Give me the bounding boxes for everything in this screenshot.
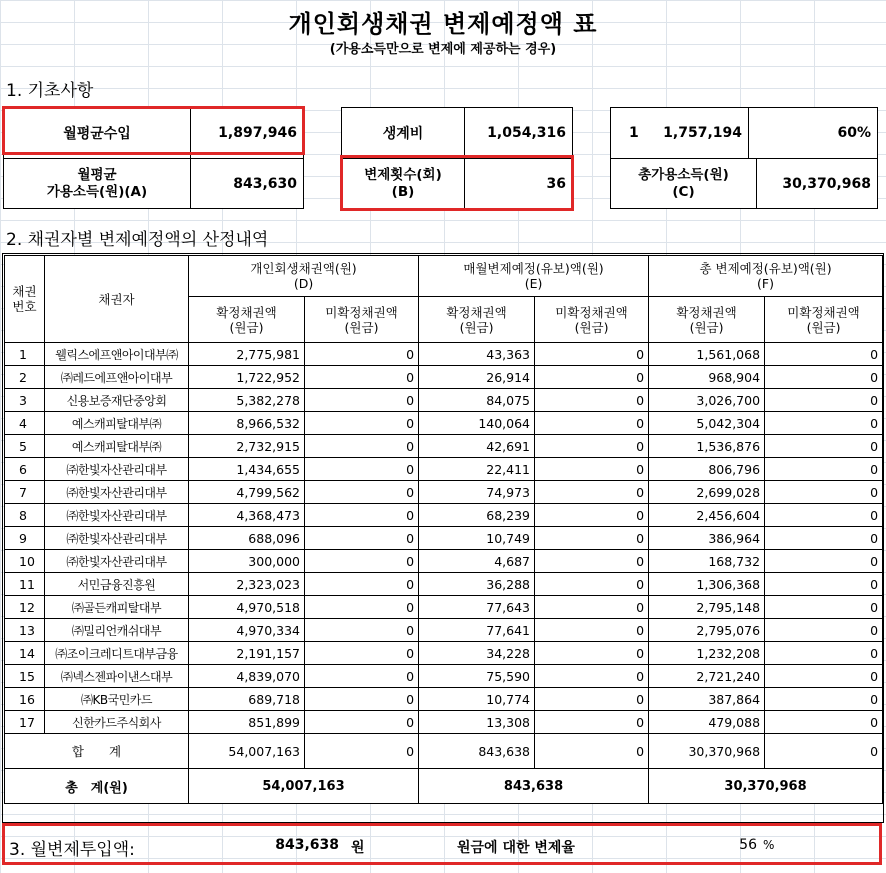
- total-income-box: [610, 107, 878, 209]
- table-row: [5, 596, 883, 619]
- subheader-confirmed-line2: (원금): [689, 319, 724, 335]
- amount-f2: 0: [765, 711, 883, 734]
- creditor-name: ㈜한빛자산관리대부: [45, 481, 189, 504]
- group-header-e-line2: (E): [524, 276, 543, 291]
- repay-rate-unit: %: [763, 838, 775, 852]
- subheader-unconfirmed-line2: (원금): [344, 319, 379, 335]
- amount-e2: 0: [535, 711, 649, 734]
- amount-e2: 0: [535, 435, 649, 458]
- amount-d2: 0: [305, 389, 419, 412]
- amount-d1: 4,970,518: [189, 596, 305, 619]
- amount-d2: 0: [305, 550, 419, 573]
- amount-f2: 0: [765, 688, 883, 711]
- amount-e2: 0: [535, 642, 649, 665]
- creditor-name: ㈜밀리언캐쉬대부: [45, 619, 189, 642]
- amount-f2: 0: [765, 642, 883, 665]
- amount-f2: 0: [765, 481, 883, 504]
- section1-heading: 1. 기초사항: [6, 81, 94, 101]
- row-number: 7: [5, 481, 45, 504]
- table-row: [5, 688, 883, 711]
- sum-d2: 0: [305, 734, 419, 769]
- col-header-no-line1: 채권: [12, 284, 37, 299]
- creditor-name: ㈜조이크레디트대부금융: [45, 642, 189, 665]
- creditor-name: 신한카드주식회사: [45, 711, 189, 734]
- table-row: [5, 481, 883, 504]
- table-row: [5, 711, 883, 734]
- amount-e2: 0: [535, 504, 649, 527]
- amount-e2: 0: [535, 688, 649, 711]
- amount-d2: 0: [305, 665, 419, 688]
- group-header-f-line1: 총 변제예정(유보)액(원): [699, 261, 832, 276]
- amount-d2: 0: [305, 481, 419, 504]
- row-number: 5: [5, 435, 45, 458]
- amount-d1: 300,000: [189, 550, 305, 573]
- amount-e1: 36,288: [419, 573, 535, 596]
- amount-d2: 0: [305, 366, 419, 389]
- creditor-name: ㈜골든캐피탈대부: [45, 596, 189, 619]
- amount-d1: 2,323,023: [189, 573, 305, 596]
- subheader-unconfirmed: [765, 297, 883, 343]
- table-row: [5, 366, 883, 389]
- sum-e2: 0: [535, 734, 649, 769]
- table-row: [5, 665, 883, 688]
- sum-f1: 30,370,968: [649, 734, 765, 769]
- amount-f1: 1,232,208: [649, 642, 765, 665]
- monthly-repay-amount: 843,638: [275, 837, 339, 853]
- amount-e2: 0: [535, 596, 649, 619]
- amount-e2: 0: [535, 573, 649, 596]
- amount-e1: 13,308: [419, 711, 535, 734]
- available-income-label: [4, 159, 191, 208]
- total-income-label-line2: (C): [672, 183, 695, 200]
- amount-e2: 0: [535, 481, 649, 504]
- repay-count-value: 36: [546, 175, 566, 192]
- total-label: 총 계(원): [5, 769, 189, 804]
- amount-f1: 2,795,076: [649, 619, 765, 642]
- total-row: [5, 769, 883, 804]
- amount-f1: 2,795,148: [649, 596, 765, 619]
- amount-e2: 0: [535, 550, 649, 573]
- subheader-confirmed: [189, 297, 305, 343]
- amount-e1: 75,590: [419, 665, 535, 688]
- percent-value: 60%: [837, 125, 871, 141]
- repay-count-label-line2: (B): [391, 183, 415, 200]
- subheader-confirmed: [649, 297, 765, 343]
- creditor-name: 웰릭스에프앤아이대부㈜: [45, 343, 189, 366]
- amount-f1: 1,536,876: [649, 435, 765, 458]
- row-number: 1: [5, 343, 45, 366]
- amount-f1: 5,042,304: [649, 412, 765, 435]
- creditor-name: 예스캐피탈대부㈜: [45, 435, 189, 458]
- amount-e2: 0: [535, 458, 649, 481]
- amount-d2: 0: [305, 504, 419, 527]
- amount-e1: 26,914: [419, 366, 535, 389]
- amount-f2: 0: [765, 550, 883, 573]
- table-row: [5, 343, 883, 366]
- amount-f1: 387,864: [649, 688, 765, 711]
- col-header-no-line2: 번호: [12, 299, 37, 314]
- sum-e1: 843,638: [419, 734, 535, 769]
- amount-d1: 4,970,334: [189, 619, 305, 642]
- section3-box: [2, 823, 882, 865]
- amount-d2: 0: [305, 688, 419, 711]
- amount-d2: 0: [305, 596, 419, 619]
- amount-d2: 0: [305, 343, 419, 366]
- amount-f1: 1,561,068: [649, 343, 765, 366]
- subheader-confirmed-line2: (원금): [459, 319, 494, 335]
- creditor-name: ㈜레드에프앤아이대부: [45, 366, 189, 389]
- col-header-creditor: 채권자: [45, 256, 189, 343]
- group-header-f-line2: (F): [757, 276, 774, 291]
- amount-e1: 84,075: [419, 389, 535, 412]
- creditor-name: ㈜한빛자산관리대부: [45, 504, 189, 527]
- total-f: 30,370,968: [649, 769, 883, 804]
- table-row: [5, 412, 883, 435]
- amount-d2: 0: [305, 435, 419, 458]
- table-row: [5, 458, 883, 481]
- row-number: 6: [5, 458, 45, 481]
- row-number: 9: [5, 527, 45, 550]
- amount-e2: 0: [535, 343, 649, 366]
- amount-f1: 479,088: [649, 711, 765, 734]
- amount-e1: 34,228: [419, 642, 535, 665]
- row-number: 2: [5, 366, 45, 389]
- group-header-e: [419, 256, 649, 297]
- group-header-d-line2: (D): [293, 276, 314, 291]
- amount-f1: 2,456,604: [649, 504, 765, 527]
- amount-d1: 5,382,278: [189, 389, 305, 412]
- table-row: [5, 435, 883, 458]
- amount-d2: 0: [305, 619, 419, 642]
- amount-e1: 10,774: [419, 688, 535, 711]
- household-amount: 1,757,194: [641, 108, 749, 158]
- row-number: 4: [5, 412, 45, 435]
- amount-d2: 0: [305, 527, 419, 550]
- amount-f1: 386,964: [649, 527, 765, 550]
- amount-d2: 0: [305, 458, 419, 481]
- row-number: 13: [5, 619, 45, 642]
- creditor-name: ㈜한빛자산관리대부: [45, 527, 189, 550]
- amount-d2: 0: [305, 642, 419, 665]
- sum-row: [5, 734, 883, 769]
- amount-f1: 806,796: [649, 458, 765, 481]
- amount-f2: 0: [765, 389, 883, 412]
- total-income-label: [611, 159, 757, 208]
- amount-f1: 2,699,028: [649, 481, 765, 504]
- table-row: [5, 550, 883, 573]
- amount-d2: 0: [305, 412, 419, 435]
- section2-heading: 2. 채권자별 변제예정액의 산정내역: [6, 230, 269, 250]
- subheader-unconfirmed: [305, 297, 419, 343]
- amount-f2: 0: [765, 366, 883, 389]
- subheader-unconfirmed-line1: 미확정채권액: [555, 304, 628, 320]
- amount-f2: 0: [765, 504, 883, 527]
- sum-label: 합 계: [5, 734, 189, 769]
- amount-e2: 0: [535, 366, 649, 389]
- amount-f2: 0: [765, 343, 883, 366]
- table-row: [5, 642, 883, 665]
- creditor-name: 서민금융진흥원: [45, 573, 189, 596]
- amount-e1: 10,749: [419, 527, 535, 550]
- amount-f1: 3,026,700: [649, 389, 765, 412]
- amount-d1: 8,966,532: [189, 412, 305, 435]
- amount-f1: 2,721,240: [649, 665, 765, 688]
- available-income-label-line1: 월평균: [77, 166, 117, 183]
- amount-e1: 42,691: [419, 435, 535, 458]
- amount-d1: 688,096: [189, 527, 305, 550]
- amount-e1: 140,064: [419, 412, 535, 435]
- page-title: 개인회생채권 변제예정액 표: [288, 10, 598, 38]
- subheader-unconfirmed-line1: 미확정채권액: [325, 304, 398, 320]
- creditor-name: 예스캐피탈대부㈜: [45, 412, 189, 435]
- creditor-name: ㈜넥스젠파이낸스대부: [45, 665, 189, 688]
- repay-count-label-line1: 변제횟수(회): [364, 166, 442, 183]
- row-number: 3: [5, 389, 45, 412]
- row-number: 16: [5, 688, 45, 711]
- amount-e1: 77,643: [419, 596, 535, 619]
- subheader-confirmed-line2: (원금): [229, 319, 264, 335]
- subheader-confirmed-line1: 확정채권액: [216, 304, 277, 320]
- amount-f2: 0: [765, 412, 883, 435]
- creditor-name: 신용보증재단중앙회: [45, 389, 189, 412]
- table-row: [5, 573, 883, 596]
- sum-d1: 54,007,163: [189, 734, 305, 769]
- table-row: [5, 527, 883, 550]
- row-number: 10: [5, 550, 45, 573]
- total-d: 54,007,163: [189, 769, 419, 804]
- amount-d1: 851,899: [189, 711, 305, 734]
- amount-f2: 0: [765, 435, 883, 458]
- highlight-monthly-income: [2, 106, 305, 155]
- amount-e1: 22,411: [419, 458, 535, 481]
- group-header-d-line1: 개인회생채권액(원): [250, 261, 357, 276]
- col-header-no: [5, 256, 45, 343]
- amount-e2: 0: [535, 527, 649, 550]
- amount-e1: 4,687: [419, 550, 535, 573]
- monthly-income-value: 1,897,946: [218, 125, 297, 141]
- amount-d2: 0: [305, 711, 419, 734]
- household-count: 1: [629, 125, 639, 141]
- amount-d1: 4,839,070: [189, 665, 305, 688]
- subheader-confirmed: [419, 297, 535, 343]
- amount-e1: 74,973: [419, 481, 535, 504]
- monthly-repay-unit: 원: [351, 840, 365, 856]
- amount-e2: 0: [535, 412, 649, 435]
- subheader-unconfirmed-line1: 미확정채권액: [787, 304, 860, 320]
- living-cost-label: 생계비: [342, 108, 465, 158]
- amount-f2: 0: [765, 458, 883, 481]
- subheader-unconfirmed-line2: (원금): [574, 319, 609, 335]
- amount-d1: 689,718: [189, 688, 305, 711]
- repay-rate-label: 원금에 대한 변제율: [457, 840, 575, 856]
- amount-f1: 968,904: [649, 366, 765, 389]
- section3-heading: 3. 월변제투입액:: [9, 840, 135, 860]
- amount-f2: 0: [765, 527, 883, 550]
- amount-d1: 4,799,562: [189, 481, 305, 504]
- group-header-d: [189, 256, 419, 297]
- amount-e1: 77,641: [419, 619, 535, 642]
- repayment-table: [4, 255, 883, 804]
- table-row: [5, 389, 883, 412]
- amount-d1: 2,732,915: [189, 435, 305, 458]
- total-income-label-line1: 총가용소득(원): [638, 166, 729, 183]
- subheader-confirmed-line1: 확정채권액: [676, 304, 737, 320]
- creditor-name: ㈜KB국민카드: [45, 688, 189, 711]
- amount-e2: 0: [535, 389, 649, 412]
- amount-d1: 2,191,157: [189, 642, 305, 665]
- amount-d2: 0: [305, 573, 419, 596]
- amount-f2: 0: [765, 619, 883, 642]
- monthly-income-label: 월평균수입: [4, 108, 191, 158]
- page-subtitle: (가용소득만으로 변제에 제공하는 경우): [329, 42, 557, 57]
- row-number: 12: [5, 596, 45, 619]
- amount-d1: 4,368,473: [189, 504, 305, 527]
- available-income-value: 843,630: [233, 175, 297, 192]
- amount-d1: 2,775,981: [189, 343, 305, 366]
- amount-e1: 43,363: [419, 343, 535, 366]
- amount-f2: 0: [765, 665, 883, 688]
- repay-rate-value: 56: [739, 837, 757, 853]
- group-header-e-line1: 매월변제예정(유보)액(원): [463, 261, 604, 276]
- amount-d1: 1,434,655: [189, 458, 305, 481]
- table-row: [5, 619, 883, 642]
- table-row: [5, 504, 883, 527]
- total-e: 843,638: [419, 769, 649, 804]
- amount-f2: 0: [765, 596, 883, 619]
- amount-f1: 168,732: [649, 550, 765, 573]
- row-number: 15: [5, 665, 45, 688]
- creditor-name: ㈜한빛자산관리대부: [45, 550, 189, 573]
- amount-e2: 0: [535, 619, 649, 642]
- amount-e1: 68,239: [419, 504, 535, 527]
- total-income-value: 30,370,968: [782, 175, 871, 192]
- creditor-name: ㈜한빛자산관리대부: [45, 458, 189, 481]
- amount-d1: 1,722,952: [189, 366, 305, 389]
- group-header-f: [649, 256, 883, 297]
- subheader-confirmed-line1: 확정채권액: [446, 304, 507, 320]
- living-cost-value: 1,054,316: [487, 125, 566, 141]
- sum-f2: 0: [765, 734, 883, 769]
- row-number: 8: [5, 504, 45, 527]
- row-number: 14: [5, 642, 45, 665]
- highlight-repay-count: [340, 155, 574, 211]
- row-number: 17: [5, 711, 45, 734]
- subheader-unconfirmed: [535, 297, 649, 343]
- amount-f2: 0: [765, 573, 883, 596]
- available-income-label-line2: 가용소득(원)(A): [46, 183, 148, 200]
- subheader-unconfirmed-line2: (원금): [806, 319, 841, 335]
- row-number: 11: [5, 573, 45, 596]
- amount-e2: 0: [535, 665, 649, 688]
- amount-f1: 1,306,368: [649, 573, 765, 596]
